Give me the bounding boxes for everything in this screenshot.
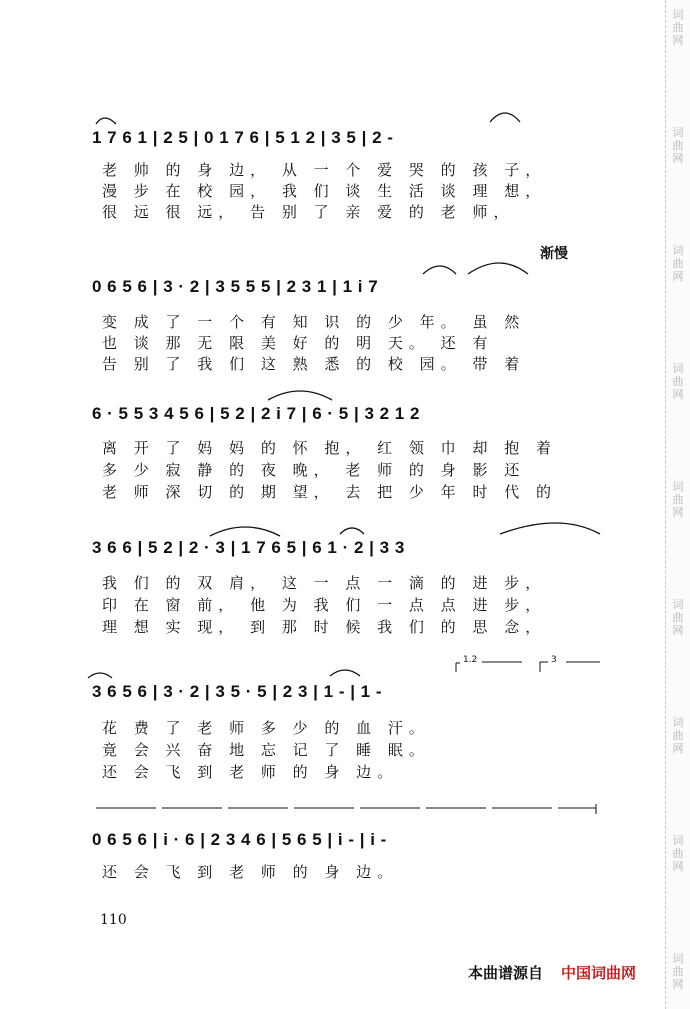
watermark-text: 词 曲 网	[672, 834, 684, 873]
site-name: 中国词曲网	[560, 964, 636, 982]
notation-line-5: 3 6 5 6 | 3 · 2 | 3 5 · 5 | 2 3 | 1 - | 1 -	[92, 682, 383, 701]
watermark-strip	[665, 0, 690, 1009]
watermark-text: 词 曲 网	[672, 362, 684, 401]
slur-mark	[423, 266, 456, 274]
notation-line-1: 1 7 6 1 | 2 5 | 0 1 7 6 | 5 1 2 | 3 5 | 2 -	[92, 128, 394, 147]
watermark-text: 词 曲 网	[672, 8, 684, 47]
lyric-line-2a: 变 成 了 一 个 有 知 识 的 少 年。 虽 然	[102, 313, 526, 331]
source-credit	[468, 962, 636, 983]
lyric-line-3c: 老 师 深 切 的 期 望， 去 把 少 年 时 代 的	[102, 483, 557, 501]
lyric-line-3a: 离 开 了 妈 妈 的 怀 抱， 红 领 巾 却 抱 着	[102, 439, 557, 457]
lyric-line-5c: 还 会 飞 到 老 师 的 身 边。	[102, 763, 399, 781]
notation-line-2: 0 6 5 6 | 3 · 2 | 3 5 5 5 | 2 3 1 | 1 i 7	[92, 277, 379, 296]
notation-line-4: 3 6 6 | 5 2 | 2 · 3 | 1 7 6 5 | 6 1 · 2 | 3 3	[92, 538, 405, 557]
watermark-text: 词 曲 网	[672, 716, 684, 755]
slur-mark	[468, 263, 528, 274]
page-number: 110	[100, 912, 127, 928]
slur-mark	[96, 118, 116, 124]
lyric-line-3b: 多 少 寂 静 的 夜 晚， 老 师 的 身 影 还	[102, 461, 526, 479]
source-label: 本曲谱源自	[467, 964, 543, 982]
slur-mark	[490, 113, 520, 122]
lyric-line-6a: 还 会 飞 到 老 师 的 身 边。	[102, 863, 399, 881]
notation-line-6: 0 6 5 6 | i · 6 | 2 3 4 6 | 5 6 5 | i - | i -	[92, 830, 387, 849]
lyric-line-5a: 花 费 了 老 师 多 少 的 血 汗。	[102, 719, 430, 737]
lyric-line-2c: 告 别 了 我 们 这 熟 悉 的 校 园。 带 着	[102, 355, 526, 373]
lyric-line-2b: 也 谈 那 无 限 美 好 的 明 天。 还 有	[102, 334, 494, 352]
watermark-text: 词 曲 网	[672, 244, 684, 283]
volta-first-label: 1.2	[463, 655, 478, 665]
slur-mark	[268, 391, 332, 400]
slur-mark	[210, 527, 280, 536]
lyric-line-1b: 漫 步 在 校 园， 我 们 谈 生 活 谈 理 想，	[102, 182, 547, 200]
lyric-line-4b: 印 在 窗 前， 他 为 我 们 一 点 点 进 步，	[102, 596, 547, 614]
lyric-line-4c: 理 想 实 现， 到 那 时 候 我 们 的 思 念，	[102, 618, 547, 636]
slur-mark	[88, 673, 112, 678]
lyric-line-1c: 很 远 很 远， 告 别 了 亲 爱 的 老 师，	[102, 203, 515, 221]
notation-line-3: 6 · 5 5 3 4 5 6 | 5 2 | 2 i 7 | 6 · 5 | 3 2 1 2	[92, 404, 420, 423]
watermark-text: 词 曲 网	[672, 598, 684, 637]
watermark-text: 词 曲 网	[672, 480, 684, 519]
lyric-line-5b: 竟 会 兴 奋 地 忘 记 了 睡 眠。	[102, 741, 430, 759]
watermark-text: 词 曲 网	[672, 126, 684, 165]
tempo-marking: 渐慢	[540, 246, 568, 262]
lyric-line-1a: 老 帅 的 身 边， 从 一 个 爱 哭 的 孩 子，	[102, 161, 547, 179]
watermark-text: 词 曲 网	[672, 952, 684, 991]
volta-second-label: 3	[551, 655, 557, 665]
slur-mark	[500, 523, 600, 534]
slur-mark	[340, 528, 364, 534]
lyric-line-4a: 我 们 的 双 肩， 这 一 点 一 滴 的 进 步，	[102, 574, 547, 592]
slur-mark	[330, 670, 360, 676]
